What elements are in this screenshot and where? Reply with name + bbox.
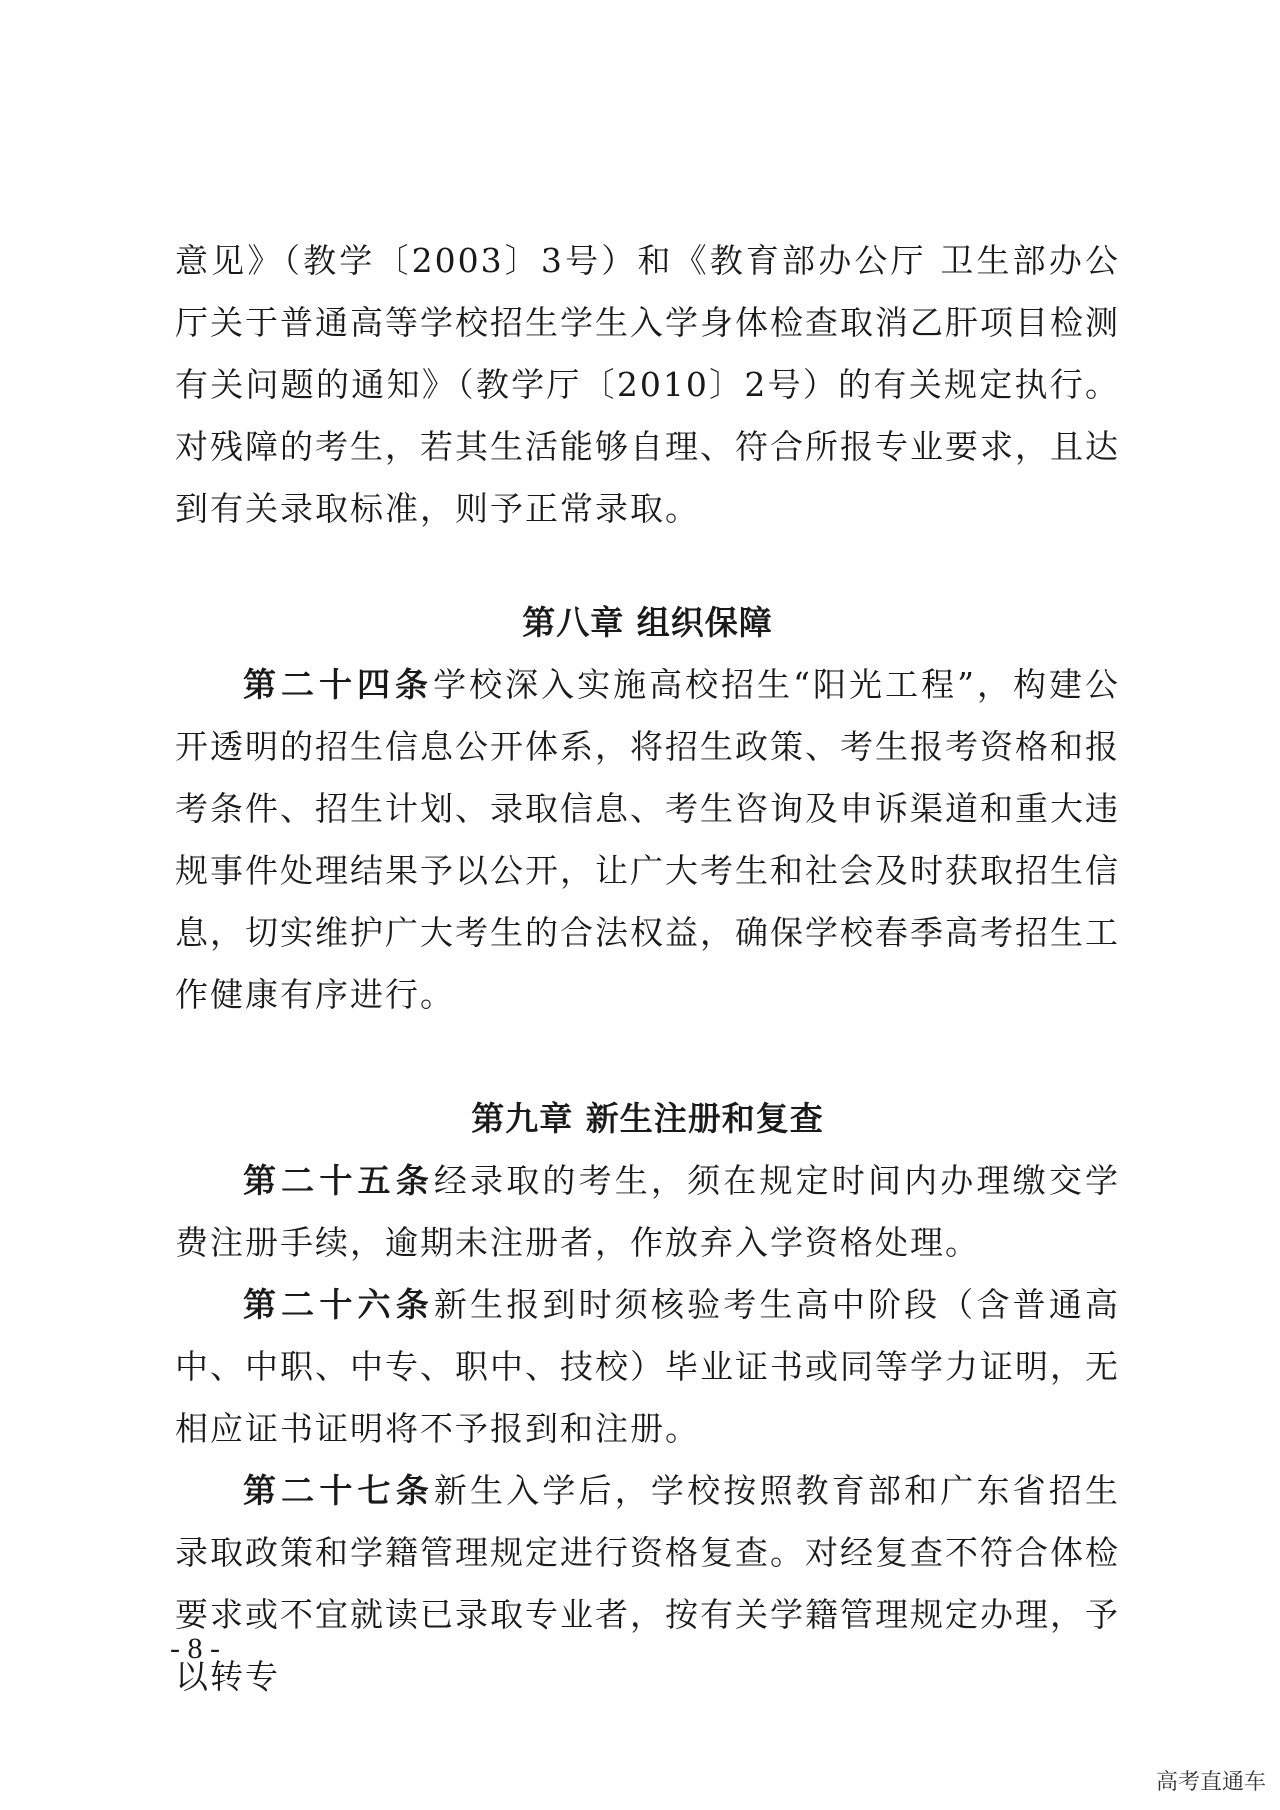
- document-body: [175, 230, 1120, 1708]
- watermark-text: 高考直通车: [1155, 1770, 1266, 1795]
- article-24: [175, 654, 1120, 1026]
- chapter-9-title: 第九章 新生注册和复查: [471, 1099, 824, 1138]
- article-26-body: 新生报到时须核验考生高中阶段（含普通高中、中职、中专、职中、技校）毕业证书或同等学力证明，无相应证书证明将不予报到和注册。: [175, 1285, 1121, 1448]
- article-25: [175, 1150, 1120, 1274]
- continuation-paragraph: 意见》（教学〔2003〕3号）和《教育部办公厅 卫生部办公厅关于普通高等学校招生学生入学身体检查取消乙肝项目检测有关问题的通知》（教学厅〔2010〕2号）的有关规定执行。对残障的考生，若其生活能够自理、符合所报专业要求，且达到有关录取标准，则予正常录取。: [175, 241, 1120, 528]
- chapter-8-title: 第八章 组织保障: [522, 603, 773, 642]
- article-24-body: 学校深入实施高校招生“阳光工程”，构建公开透明的招生信息公开体系，将招生政策、考生报考资格和报考条件、招生计划、录取信息、考生咨询及申诉渠道和重大违规事件处理结果予以公开，让广大考生和社会及时获取招生信息，切实维护广大考生的合法权益，确保学校春季高考招生工作健康有序进行。: [175, 665, 1121, 1014]
- page-number: - 8 -: [170, 1632, 220, 1665]
- article-25-body: 经录取的考生，须在规定时间内办理缴交学费注册手续，逾期未注册者，作放弃入学资格处理。: [175, 1161, 1121, 1262]
- article-25-head: 第二十五条: [243, 1161, 434, 1200]
- article-24-head: 第二十四条: [243, 665, 434, 704]
- article-26-head: 第二十六条: [243, 1285, 434, 1324]
- article-27: [175, 1460, 1120, 1708]
- article-27-body: 新生入学后，学校按照教育部和广东省招生录取政策和学籍管理规定进行资格复查。对经复查不符合体检要求或不宜就读已录取专业者，按有关学籍管理规定办理，予以转专: [175, 1471, 1121, 1696]
- article-27-head: 第二十七条: [243, 1471, 434, 1510]
- article-26: [175, 1274, 1120, 1460]
